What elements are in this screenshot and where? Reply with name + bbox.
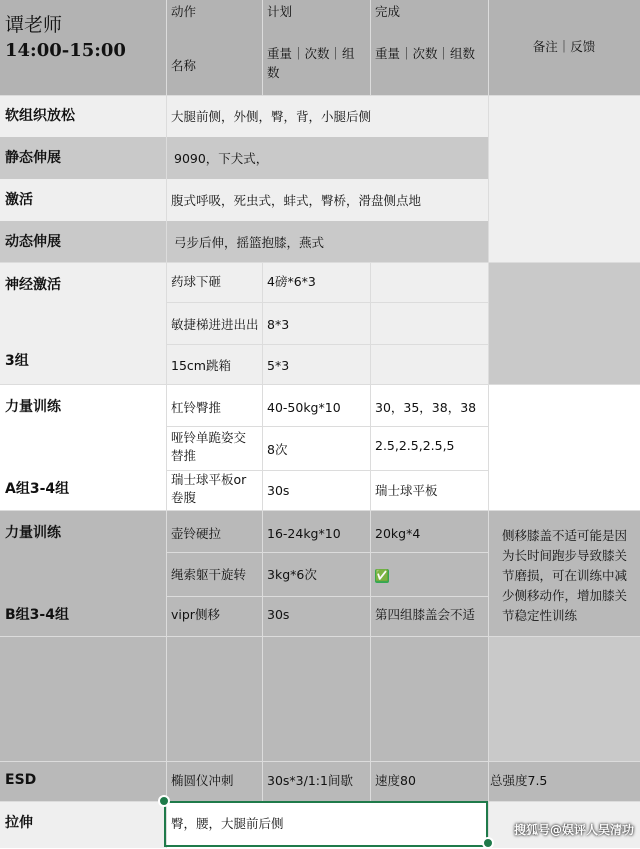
strength-a-row-3-done[interactable]: 瑞士球平板 [370, 470, 488, 510]
strength-b-row-1-plan[interactable]: 16-24kg*10 [262, 510, 370, 552]
strength-b-row-2-name[interactable]: 绳索躯干旋转 [166, 552, 262, 596]
esd-done[interactable]: 速度80 [370, 761, 488, 801]
header-done-top: 完成 [375, 4, 401, 19]
header-action-bottom: 名称 [171, 58, 197, 73]
watermark: 搜狐号@娱评人吴清功 [513, 823, 634, 837]
neural-sets: 3组 [5, 353, 29, 369]
grid-line [488, 0, 489, 848]
empty-plan-cell[interactable] [262, 636, 370, 761]
session-time: 14:00-15:00 [5, 40, 126, 61]
grid-line [0, 384, 640, 385]
selection-handle-top-left[interactable] [158, 795, 170, 807]
strength-b-note[interactable]: 侧移膝盖不适可能是因为长时间跑步导致膝关节磨损，可在训练中减少侧移动作，增加膝关节稳定性训练 [488, 510, 640, 636]
empty-done-cell[interactable] [370, 636, 488, 761]
cell-selection-box[interactable] [164, 801, 488, 847]
header-done-cell[interactable] [370, 0, 488, 95]
notes-neural[interactable] [488, 262, 640, 384]
esd-label[interactable]: ESD [0, 761, 166, 801]
dynamic-stretch-label[interactable]: 动态伸展 [0, 221, 166, 262]
strength-b-label-cell[interactable] [0, 510, 166, 636]
neural-row-2-name[interactable]: 敏捷梯进进出出 [166, 302, 262, 344]
neural-row-1-plan[interactable]: 4磅*6*3 [262, 262, 370, 302]
grid-line [166, 552, 488, 553]
grid-line [0, 761, 640, 762]
strength-a-label-cell[interactable] [0, 384, 166, 510]
grid-line [0, 262, 640, 263]
strength-b-row-3-done[interactable]: 第四组膝盖会不适 [370, 596, 488, 636]
grid-line [166, 426, 488, 427]
neural-row-3-done[interactable] [370, 344, 488, 384]
grid-line [166, 0, 167, 848]
grid-line [370, 262, 371, 801]
neural-row-1-name[interactable]: 药球下砸 [166, 262, 262, 302]
stretch-label[interactable]: 拉伸 [0, 801, 166, 848]
neural-row-3-name[interactable]: 15cm跳箱 [166, 344, 262, 384]
strength-b-row-1-name[interactable]: 壶铃硬拉 [166, 510, 262, 552]
empty-notes-cell[interactable] [488, 636, 640, 761]
esd-name[interactable]: 椭圆仪冲刺 [166, 761, 262, 801]
strength-a-row-3-plan[interactable]: 30s [262, 470, 370, 510]
static-stretch-label[interactable]: 静态伸展 [0, 137, 166, 179]
notes-strength-a[interactable] [488, 384, 640, 510]
strength-a-row-2-name[interactable]: 哑铃单跪姿交替推 [166, 426, 262, 470]
header-done-bottom: 重量｜次数｜组数 [375, 46, 476, 61]
strength-b-row-3-plan[interactable]: 30s [262, 596, 370, 636]
strength-a-row-1-done[interactable]: 30，35，38，38 [370, 384, 488, 426]
neural-row-1-done[interactable] [370, 262, 488, 302]
grid-line [166, 596, 488, 597]
strength-b-row-2-plan[interactable]: 3kg*6次 [262, 552, 370, 596]
soft-tissue-label[interactable]: 软组织放松 [0, 95, 166, 137]
esd-plan[interactable]: 30s*3/1:1间歇 [262, 761, 370, 801]
header-plan-bottom: 重量｜次数｜组数 [267, 46, 355, 80]
grid-line [0, 95, 640, 96]
grid-line [262, 262, 263, 801]
header-plan-top: 计划 [267, 4, 293, 19]
strength-b-row-2-done[interactable] [370, 552, 488, 596]
grid-line [166, 302, 488, 303]
empty-action-cell[interactable] [166, 636, 262, 761]
teacher-name: 谭老师 [5, 14, 63, 36]
check-mark-icon: ✅ [375, 569, 389, 582]
neural-label: 神经激活 [5, 277, 61, 293]
header-teacher-cell[interactable] [0, 0, 166, 95]
strength-b-sets: B组3-4组 [5, 607, 69, 623]
strength-b-row-3-name[interactable]: vipr侧移 [166, 596, 262, 636]
strength-a-row-1-plan[interactable]: 40-50kg*10 [262, 384, 370, 426]
neural-row-2-done[interactable] [370, 302, 488, 344]
grid-line [166, 344, 488, 345]
soft-tissue-text[interactable]: 大腿前侧，外侧，臀，背，小腿后侧 [166, 95, 488, 137]
grid-line [0, 636, 640, 637]
header-action-cell[interactable] [166, 0, 262, 95]
grid-line [262, 0, 263, 95]
neural-row-2-plan[interactable]: 8*3 [262, 302, 370, 344]
activation-label[interactable]: 激活 [0, 179, 166, 221]
grid-line [166, 470, 488, 471]
header-notes-cell[interactable] [488, 0, 640, 95]
dynamic-stretch-text[interactable]: 弓步后伸，摇篮抱膝，燕式 [166, 221, 488, 262]
strength-a-row-3-name[interactable]: 瑞士球平板or卷腹 [166, 470, 262, 510]
grid-line [0, 510, 640, 511]
static-stretch-text[interactable]: 9090，下犬式， [166, 137, 488, 179]
notes-warmup[interactable] [488, 95, 640, 262]
strength-a-row-2-plan[interactable]: 8次 [262, 426, 370, 470]
header-plan-cell[interactable] [262, 0, 370, 95]
neural-label-cell[interactable] [0, 262, 166, 384]
strength-a-row-2-done[interactable]: 2.5,2.5,2.5,5 [370, 426, 488, 470]
activation-text[interactable]: 腹式呼吸，死虫式，蚌式，臀桥，滑盘侧点地 [166, 179, 488, 221]
neural-row-3-plan[interactable]: 5*3 [262, 344, 370, 384]
empty-left-cell[interactable] [0, 636, 166, 761]
header-action-top: 动作 [171, 4, 197, 19]
strength-b-row-1-done[interactable]: 20kg*4 [370, 510, 488, 552]
esd-note[interactable]: 总强度7.5 [488, 761, 640, 801]
strength-a-row-1-name[interactable]: 杠铃臀推 [166, 384, 262, 426]
header-notes: 备注｜反馈 [532, 39, 596, 54]
selection-handle-bottom-right[interactable] [482, 837, 494, 849]
grid-line [370, 0, 371, 95]
strength-b-label: 力量训练 [5, 525, 61, 541]
strength-a-sets: A组3-4组 [5, 481, 70, 497]
strength-a-label: 力量训练 [5, 399, 61, 415]
stretch-text[interactable]: 臀，腰，大腿前后侧 [166, 801, 488, 848]
